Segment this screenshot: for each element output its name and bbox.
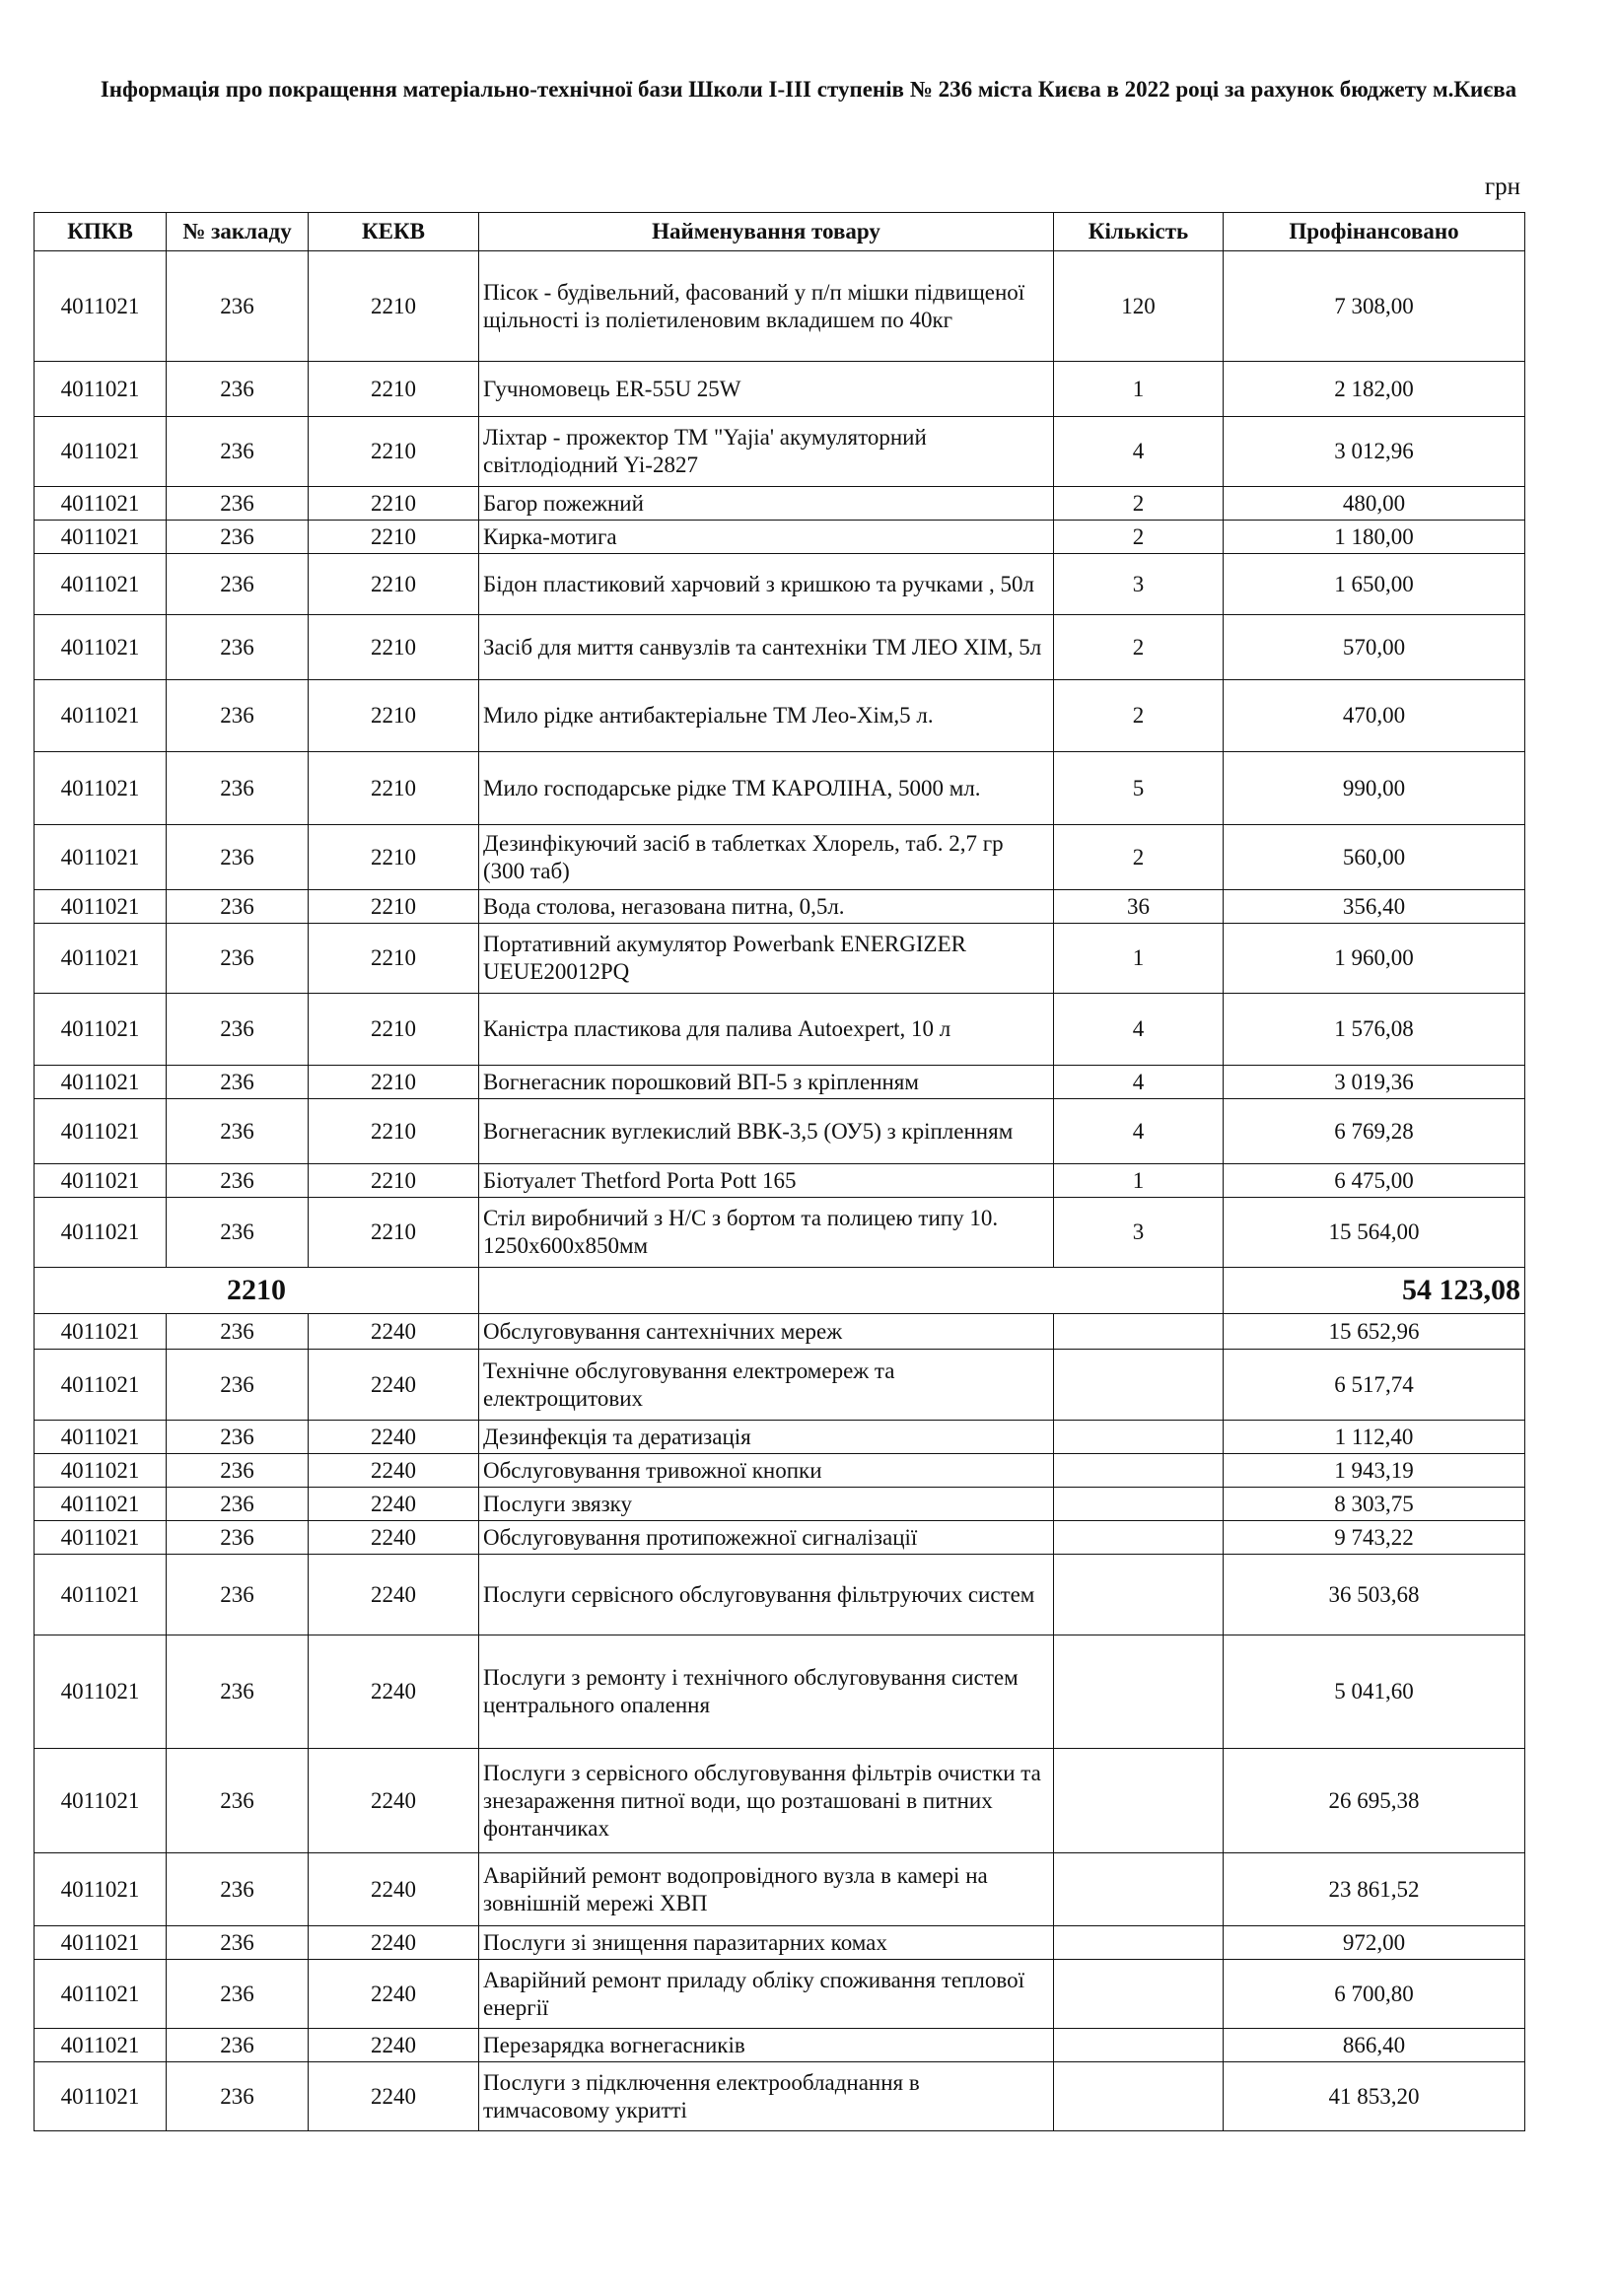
currency-unit: грн	[1484, 174, 1520, 200]
quantity-cell	[1054, 1960, 1224, 2029]
funded-amount-cell: 470,00	[1224, 680, 1525, 752]
table-row	[35, 1749, 1525, 1853]
quantity-cell: 2	[1054, 680, 1224, 752]
school-number-cell: 236	[167, 1853, 309, 1926]
quantity-cell	[1054, 2029, 1224, 2062]
kekv-cell: 2210	[309, 924, 479, 994]
kpkv-cell: 4011021	[35, 1350, 167, 1421]
school-number-cell: 236	[167, 1164, 309, 1198]
funded-amount-cell: 972,00	[1224, 1926, 1525, 1960]
table-row	[35, 362, 1525, 417]
school-number-cell: 236	[167, 362, 309, 417]
item-name-cell: Вогнегасник порошковий ВП-5 з кріпленням	[479, 1066, 1054, 1099]
kekv-cell: 2210	[309, 680, 479, 752]
table-row	[35, 1421, 1525, 1454]
item-name-cell: Ліхтар - прожектор ТМ "Yajia' акумуляторний світлодіодний Yi-2827	[479, 417, 1054, 487]
item-name-cell: Біотуалет Thetford Porta Pott 165	[479, 1164, 1054, 1198]
item-name-cell: Пісок - будівельний, фасований у п/п мішки підвищеної щільності із поліетиленовим вкладишем по 40кг	[479, 251, 1054, 362]
kekv-cell: 2240	[309, 2062, 479, 2131]
kpkv-cell: 4011021	[35, 1635, 167, 1749]
funded-amount-cell: 1 180,00	[1224, 521, 1525, 554]
school-number-cell: 236	[167, 924, 309, 994]
funded-amount-cell: 570,00	[1224, 615, 1525, 680]
kekv-cell: 2240	[309, 1521, 479, 1555]
school-number-cell: 236	[167, 1926, 309, 1960]
funded-amount-cell: 3 012,96	[1224, 417, 1525, 487]
document-title: Інформація про покращення матеріально-технічної бази Школи І-ІІІ ступенів № 236 міста Києва в 2022 році за рахунок бюджету м.Києва	[100, 77, 1517, 102]
school-number-cell: 236	[167, 1066, 309, 1099]
kpkv-cell: 4011021	[35, 1198, 167, 1268]
school-number-cell: 236	[167, 1099, 309, 1164]
item-name-cell: Послуги з підключення електрообладнання в тимчасовому укритті	[479, 2062, 1054, 2131]
table-row	[35, 417, 1525, 487]
column-header-kekv: КЕКВ	[309, 213, 479, 251]
school-number-cell: 236	[167, 615, 309, 680]
quantity-cell: 1	[1054, 924, 1224, 994]
kpkv-cell: 4011021	[35, 1853, 167, 1926]
table-row	[35, 1454, 1525, 1488]
item-name-cell: Обслуговування сантехнічних мереж	[479, 1314, 1054, 1350]
funded-amount-cell: 1 112,40	[1224, 1421, 1525, 1454]
school-number-cell: 236	[167, 890, 309, 924]
item-name-cell: Бідон пластиковий харчовий з кришкою та ручками , 50л	[479, 554, 1054, 615]
item-name-cell: Мило господарське рідке ТМ КАРОЛІНА, 5000 мл.	[479, 752, 1054, 825]
quantity-cell: 1	[1054, 1164, 1224, 1198]
quantity-cell: 2	[1054, 521, 1224, 554]
item-name-cell: Обслуговування протипожежної сигналізації	[479, 1521, 1054, 1555]
column-header-funded: Профінансовано	[1224, 213, 1525, 251]
kpkv-cell: 4011021	[35, 2029, 167, 2062]
table-row	[35, 521, 1525, 554]
kekv-cell: 2210	[309, 994, 479, 1066]
column-header-kpkv: КПКВ	[35, 213, 167, 251]
quantity-cell: 4	[1054, 1066, 1224, 1099]
kpkv-cell: 4011021	[35, 1555, 167, 1635]
kpkv-cell: 4011021	[35, 1164, 167, 1198]
quantity-cell: 36	[1054, 890, 1224, 924]
quantity-cell	[1054, 1314, 1224, 1350]
kekv-cell: 2240	[309, 1960, 479, 2029]
item-name-cell: Мило рідке антибактеріальне ТМ Лео-Хім,5 л.	[479, 680, 1054, 752]
kekv-cell: 2240	[309, 1350, 479, 1421]
funded-amount-cell: 6 475,00	[1224, 1164, 1525, 1198]
quantity-cell: 2	[1054, 615, 1224, 680]
school-number-cell: 236	[167, 1749, 309, 1853]
kpkv-cell: 4011021	[35, 2062, 167, 2131]
school-number-cell: 236	[167, 1421, 309, 1454]
quantity-cell: 4	[1054, 417, 1224, 487]
column-header-item-name: Найменування товару	[479, 213, 1054, 251]
funded-amount-cell: 480,00	[1224, 487, 1525, 521]
table-row	[35, 1488, 1525, 1521]
funded-amount-cell: 6 769,28	[1224, 1099, 1525, 1164]
table-header-row	[35, 213, 1525, 251]
kpkv-cell: 4011021	[35, 1099, 167, 1164]
quantity-cell	[1054, 1853, 1224, 1926]
table-row	[35, 1853, 1525, 1926]
funded-amount-cell: 1 943,19	[1224, 1454, 1525, 1488]
table-row	[35, 1314, 1525, 1350]
kpkv-cell: 4011021	[35, 251, 167, 362]
school-number-cell: 236	[167, 752, 309, 825]
item-name-cell: Послуги зі знищення паразитарних комах	[479, 1926, 1054, 1960]
item-name-cell: Каністра пластикова для палива Autoexpert, 10 л	[479, 994, 1054, 1066]
kpkv-cell: 4011021	[35, 1421, 167, 1454]
kekv-cell: 2240	[309, 1454, 479, 1488]
funded-amount-cell: 866,40	[1224, 2029, 1525, 2062]
school-number-cell: 236	[167, 2029, 309, 2062]
item-name-cell: Дезинфекція та дератизація	[479, 1421, 1054, 1454]
kekv-cell: 2210	[309, 1099, 479, 1164]
quantity-cell	[1054, 1421, 1224, 1454]
item-name-cell: Вогнегасник вуглекислий ВВК-3,5 (ОУ5) з кріпленням	[479, 1099, 1054, 1164]
kekv-cell: 2210	[309, 615, 479, 680]
quantity-cell: 3	[1054, 554, 1224, 615]
school-number-cell: 236	[167, 680, 309, 752]
quantity-cell	[1054, 1350, 1224, 1421]
funded-amount-cell: 41 853,20	[1224, 2062, 1525, 2131]
school-number-cell: 236	[167, 554, 309, 615]
school-number-cell: 236	[167, 1555, 309, 1635]
kekv-cell: 2240	[309, 2029, 479, 2062]
funded-amount-cell: 6 517,74	[1224, 1350, 1525, 1421]
table-row	[35, 2062, 1525, 2131]
kekv-cell: 2240	[309, 1314, 479, 1350]
item-name-cell: Вода столова, негазована питна, 0,5л.	[479, 890, 1054, 924]
quantity-cell: 4	[1054, 994, 1224, 1066]
item-name-cell: Портативний акумулятор Powerbank ENERGIZER UEUE20012PQ	[479, 924, 1054, 994]
kpkv-cell: 4011021	[35, 752, 167, 825]
kpkv-cell: 4011021	[35, 890, 167, 924]
funded-amount-cell: 560,00	[1224, 825, 1525, 890]
kpkv-cell: 4011021	[35, 554, 167, 615]
funded-amount-cell: 8 303,75	[1224, 1488, 1525, 1521]
table-row	[35, 994, 1525, 1066]
table-row	[35, 615, 1525, 680]
kekv-cell: 2210	[309, 362, 479, 417]
table-row	[35, 1350, 1525, 1421]
quantity-cell: 2	[1054, 825, 1224, 890]
item-name-cell: Перезарядка вогнегасників	[479, 2029, 1054, 2062]
kekv-cell: 2240	[309, 1926, 479, 1960]
kpkv-cell: 4011021	[35, 924, 167, 994]
kekv-cell: 2210	[309, 890, 479, 924]
quantity-cell	[1054, 1454, 1224, 1488]
item-name-cell: Гучномовець ER-55U 25W	[479, 362, 1054, 417]
kekv-cell: 2240	[309, 1853, 479, 1926]
table-row	[35, 554, 1525, 615]
kekv-cell: 2210	[309, 251, 479, 362]
table-row	[35, 251, 1525, 362]
item-name-cell: Аварійний ремонт приладу обліку споживання теплової енергії	[479, 1960, 1054, 2029]
school-number-cell: 236	[167, 825, 309, 890]
funded-amount-cell: 6 700,80	[1224, 1960, 1525, 2029]
kekv-cell: 2240	[309, 1421, 479, 1454]
kekv-cell: 2240	[309, 1555, 479, 1635]
quantity-cell	[1054, 1926, 1224, 1960]
funded-amount-cell: 7 308,00	[1224, 251, 1525, 362]
table-row	[35, 1164, 1525, 1198]
quantity-cell: 1	[1054, 362, 1224, 417]
funded-amount-cell: 356,40	[1224, 890, 1525, 924]
table-row	[35, 890, 1525, 924]
subtotal-amount: 54 123,08	[1224, 1268, 1525, 1314]
funded-amount-cell: 15 564,00	[1224, 1198, 1525, 1268]
kpkv-cell: 4011021	[35, 825, 167, 890]
table-row	[35, 752, 1525, 825]
table-row	[35, 1635, 1525, 1749]
kpkv-cell: 4011021	[35, 1960, 167, 2029]
quantity-cell: 2	[1054, 487, 1224, 521]
table-row	[35, 1521, 1525, 1555]
funded-amount-cell: 3 019,36	[1224, 1066, 1525, 1099]
school-number-cell: 236	[167, 1488, 309, 1521]
kekv-cell: 2210	[309, 487, 479, 521]
column-header-quantity: Кількість	[1054, 213, 1224, 251]
table-row	[35, 2029, 1525, 2062]
quantity-cell	[1054, 1555, 1224, 1635]
table-row	[35, 825, 1525, 890]
quantity-cell	[1054, 1749, 1224, 1853]
table-row	[35, 487, 1525, 521]
quantity-cell: 4	[1054, 1099, 1224, 1164]
kpkv-cell: 4011021	[35, 417, 167, 487]
school-number-cell: 236	[167, 2062, 309, 2131]
table-row	[35, 1066, 1525, 1099]
funded-amount-cell: 26 695,38	[1224, 1749, 1525, 1853]
school-number-cell: 236	[167, 1960, 309, 2029]
item-name-cell: Послуги звязку	[479, 1488, 1054, 1521]
table-row	[35, 680, 1525, 752]
kpkv-cell: 4011021	[35, 994, 167, 1066]
item-name-cell: Послуги з ремонту і технічного обслуговування систем центрального опалення	[479, 1635, 1054, 1749]
kpkv-cell: 4011021	[35, 1749, 167, 1853]
school-number-cell: 236	[167, 487, 309, 521]
subtotal-row-2210	[35, 1268, 1525, 1314]
kpkv-cell: 4011021	[35, 1066, 167, 1099]
quantity-cell	[1054, 1488, 1224, 1521]
funded-amount-cell: 36 503,68	[1224, 1555, 1525, 1635]
school-number-cell: 236	[167, 1521, 309, 1555]
kekv-cell: 2210	[309, 752, 479, 825]
quantity-cell: 5	[1054, 752, 1224, 825]
school-number-cell: 236	[167, 1635, 309, 1749]
item-name-cell: Аварійний ремонт водопровідного вузла в камері на зовнішній мережі ХВП	[479, 1853, 1054, 1926]
item-name-cell: Технічне обслуговування електромереж та електрощитових	[479, 1350, 1054, 1421]
quantity-cell: 120	[1054, 251, 1224, 362]
subtotal-label: 2210	[35, 1268, 479, 1314]
kpkv-cell: 4011021	[35, 487, 167, 521]
subtotal-empty-cell	[479, 1268, 1224, 1314]
funded-amount-cell: 1 576,08	[1224, 994, 1525, 1066]
item-name-cell: Дезинфікуючий засіб в таблетках Хлорель, таб. 2,7 гр (300 таб)	[479, 825, 1054, 890]
kpkv-cell: 4011021	[35, 521, 167, 554]
quantity-cell	[1054, 1635, 1224, 1749]
school-number-cell: 236	[167, 251, 309, 362]
school-number-cell: 236	[167, 1350, 309, 1421]
quantity-cell	[1054, 2062, 1224, 2131]
school-number-cell: 236	[167, 1454, 309, 1488]
table-row	[35, 924, 1525, 994]
kpkv-cell: 4011021	[35, 1314, 167, 1350]
school-number-cell: 236	[167, 1198, 309, 1268]
kpkv-cell: 4011021	[35, 1488, 167, 1521]
school-number-cell: 236	[167, 521, 309, 554]
kpkv-cell: 4011021	[35, 362, 167, 417]
quantity-cell	[1054, 1521, 1224, 1555]
kekv-cell: 2210	[309, 417, 479, 487]
table-row	[35, 1960, 1525, 2029]
kekv-cell: 2210	[309, 1198, 479, 1268]
funded-amount-cell: 990,00	[1224, 752, 1525, 825]
table-row	[35, 1099, 1525, 1164]
item-name-cell: Послуги сервісного обслуговування фільтруючих систем	[479, 1555, 1054, 1635]
funded-amount-cell: 1 650,00	[1224, 554, 1525, 615]
item-name-cell: Кирка-мотига	[479, 521, 1054, 554]
kekv-cell: 2240	[309, 1749, 479, 1853]
table-row	[35, 1926, 1525, 1960]
funded-amount-cell: 5 041,60	[1224, 1635, 1525, 1749]
table-row	[35, 1198, 1525, 1268]
school-number-cell: 236	[167, 994, 309, 1066]
kpkv-cell: 4011021	[35, 615, 167, 680]
kekv-cell: 2210	[309, 825, 479, 890]
kpkv-cell: 4011021	[35, 680, 167, 752]
funded-amount-cell: 9 743,22	[1224, 1521, 1525, 1555]
funded-amount-cell: 2 182,00	[1224, 362, 1525, 417]
kekv-cell: 2210	[309, 1066, 479, 1099]
financing-table	[34, 212, 1525, 2131]
funded-amount-cell: 15 652,96	[1224, 1314, 1525, 1350]
kekv-cell: 2210	[309, 521, 479, 554]
item-name-cell: Послуги з сервісного обслуговування фільтрів очистки та знезараження питної води, що розташовані в питних фонтанчиках	[479, 1749, 1054, 1853]
school-number-cell: 236	[167, 1314, 309, 1350]
school-number-cell: 236	[167, 417, 309, 487]
item-name-cell: Обслуговування тривожної кнопки	[479, 1454, 1054, 1488]
item-name-cell: Засіб для миття санвузлів та сантехніки ТМ ЛЕО ХІМ, 5л	[479, 615, 1054, 680]
table-row	[35, 1555, 1525, 1635]
quantity-cell: 3	[1054, 1198, 1224, 1268]
kekv-cell: 2210	[309, 1164, 479, 1198]
kpkv-cell: 4011021	[35, 1521, 167, 1555]
item-name-cell: Стіл виробничий з Н/С з бортом та полицею типу 10. 1250x600x850мм	[479, 1198, 1054, 1268]
kekv-cell: 2240	[309, 1635, 479, 1749]
kpkv-cell: 4011021	[35, 1454, 167, 1488]
kekv-cell: 2240	[309, 1488, 479, 1521]
kpkv-cell: 4011021	[35, 1926, 167, 1960]
column-header-school: № закладу	[167, 213, 309, 251]
item-name-cell: Багор пожежний	[479, 487, 1054, 521]
funded-amount-cell: 1 960,00	[1224, 924, 1525, 994]
funded-amount-cell: 23 861,52	[1224, 1853, 1525, 1926]
kekv-cell: 2210	[309, 554, 479, 615]
